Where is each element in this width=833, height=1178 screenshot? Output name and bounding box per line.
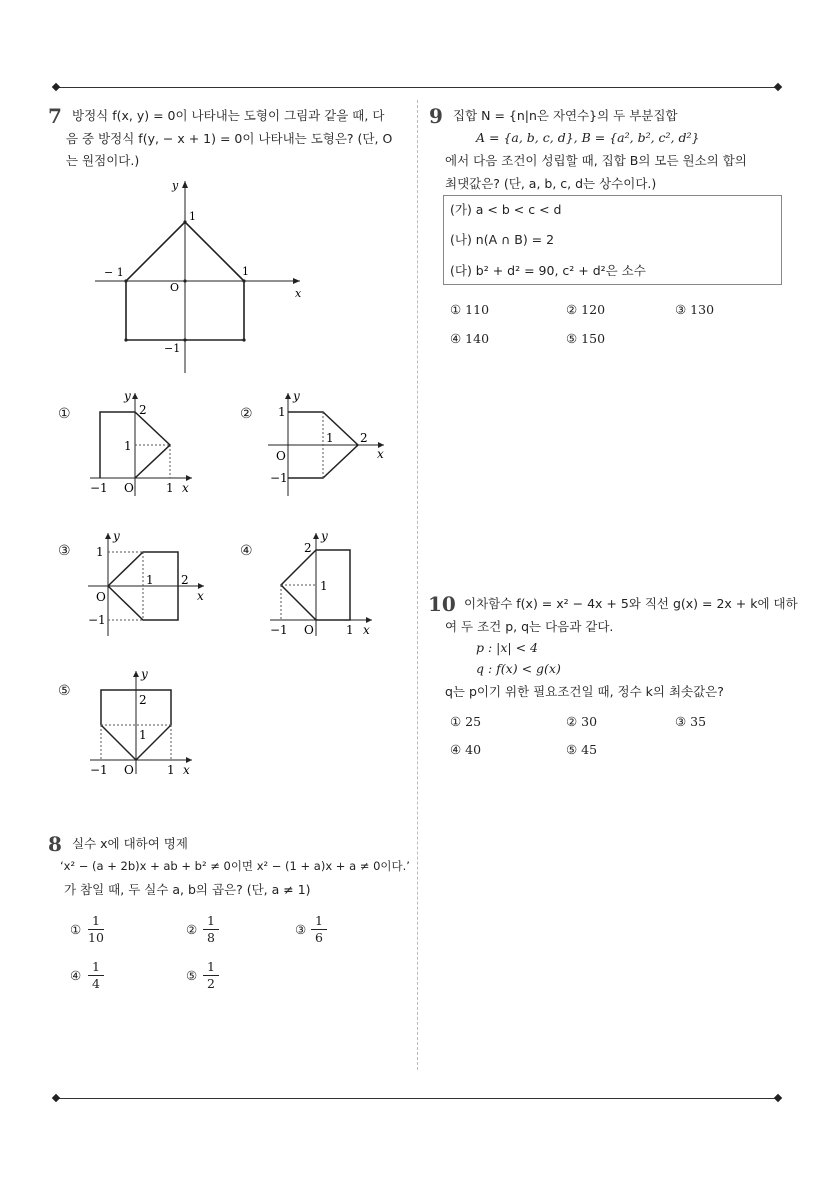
bottom-rule-right-dot (774, 1094, 782, 1102)
q10-choice2[interactable]: ② 30 (566, 714, 598, 729)
c3-tick-x1: 1 (146, 573, 154, 587)
c2-axis-x: x (377, 447, 384, 461)
top-rule-left-dot (52, 83, 60, 91)
main-tick-y-top: 1 (189, 210, 196, 223)
main-origin-label: O (170, 281, 180, 294)
q7-choice5-label[interactable]: ⑤ (58, 683, 71, 699)
q8-choice5-label[interactable]: ⑤ (186, 968, 198, 983)
c5-tick-xm1: −1 (90, 763, 108, 777)
c4-tick-x1: 1 (346, 623, 354, 637)
q9-choice5[interactable]: ⑤ 150 (566, 331, 606, 346)
q8-text-line1: 실수 x에 대하여 명제 (72, 836, 188, 851)
c2-origin: O (276, 449, 286, 463)
q8-choice1-value[interactable]: $\frac{1}{10}$ (88, 913, 104, 945)
q10-condition-q: q : f(x) < g(x) (476, 661, 561, 676)
c4-origin: O (304, 623, 314, 637)
q8-choice2-label[interactable]: ② (186, 922, 198, 937)
c2-axis-y: y (293, 389, 300, 403)
c4-tick-xm1: −1 (270, 623, 288, 637)
q8-choice4-value[interactable]: $\frac{1}{4}$ (88, 960, 104, 991)
column-divider (417, 100, 418, 1070)
q9-choice3[interactable]: ③ 130 (675, 302, 715, 317)
q7-choice4-graph[interactable] (264, 528, 379, 640)
q9-text-line4: 최댓값은? (단, a, b, c, d는 상수이다.) (445, 176, 657, 191)
q9-condition-da: (다) b² + d² = 90, c² + d²은 소수 (450, 263, 646, 278)
main-axis-y-label: y (172, 179, 179, 192)
q9-text-line1: 집합 N = {n|n은 자연수}의 두 부분집합 (453, 108, 678, 123)
q8-number: 8 (48, 832, 62, 856)
q9-text-line2: A = {a, b, c, d}, B = {a², b², c², d²} (476, 130, 700, 145)
main-axis-x-label: x (295, 287, 302, 300)
main-tick-x-left: − 1 (104, 266, 124, 279)
q7-main-graph (90, 175, 310, 380)
q8-choice1-label[interactable]: ① (70, 922, 82, 937)
c5-axis-x: x (183, 763, 190, 777)
q7-choice3-graph[interactable] (84, 528, 209, 640)
q10-text-line2: 여 두 조건 p, q는 다음과 같다. (445, 619, 614, 634)
q7-choice4-label[interactable]: ④ (240, 543, 253, 559)
c4-tick-y2: 2 (304, 541, 312, 555)
q10-condition-p: p : |x| < 4 (476, 640, 539, 655)
q7-choice5-graph[interactable] (84, 666, 199, 778)
c2-tick-x1: 1 (326, 431, 334, 445)
c5-tick-y2: 2 (139, 693, 147, 707)
c5-axis-y: y (141, 667, 148, 681)
c3-axis-x: x (197, 589, 204, 603)
c3-tick-ym1: −1 (88, 613, 106, 627)
q9-condition-na: (나) n(A ∩ B) = 2 (450, 232, 555, 247)
q7-text-line1: 방정식 f(x, y) = 0이 나타내는 도형이 그림과 같을 때, 다 (72, 108, 385, 123)
q9-choice1[interactable]: ① 110 (450, 302, 490, 317)
top-rule (55, 87, 780, 88)
q8-choice5-value[interactable]: $\frac{1}{2}$ (203, 960, 219, 991)
c3-tick-y1: 1 (96, 545, 104, 559)
c1-tick-x1: 1 (166, 481, 174, 495)
q7-choice2-graph[interactable] (264, 388, 389, 500)
c4-axis-x: x (363, 623, 370, 637)
q7-choice1-graph[interactable] (84, 388, 199, 500)
q10-text-line5: q는 p이기 위한 필요조건일 때, 정수 k의 최솟값은? (445, 684, 724, 699)
c3-tick-x2: 2 (181, 573, 189, 587)
c2-tick-y1: 1 (278, 405, 286, 419)
q8-choice2-value[interactable]: $\frac{1}{8}$ (203, 914, 219, 945)
c2-tick-ym1: −1 (270, 471, 288, 485)
c1-origin: O (124, 481, 134, 495)
c2-tick-x2: 2 (360, 431, 368, 445)
q7-choice2-label[interactable]: ② (240, 406, 253, 422)
main-tick-x-right: 1 (242, 265, 249, 278)
q9-choice2[interactable]: ② 120 (566, 302, 606, 317)
c4-axis-y: y (321, 529, 328, 543)
c3-axis-y: y (113, 529, 120, 543)
c5-origin: O (124, 763, 134, 777)
q10-choice3[interactable]: ③ 35 (675, 714, 707, 729)
q10-text-line1: 이차함수 f(x) = x² − 4x + 5와 직선 g(x) = 2x + k에 대하 (464, 596, 798, 611)
q7-choice1-label[interactable]: ① (58, 406, 71, 422)
q9-number: 9 (429, 104, 443, 128)
c1-axis-y: y (124, 389, 131, 403)
main-tick-y-bottom: −1 (164, 342, 181, 355)
c4-tick-y1: 1 (320, 579, 328, 593)
bottom-rule-left-dot (52, 1094, 60, 1102)
q8-choice3-label[interactable]: ③ (295, 922, 307, 937)
q9-choice4[interactable]: ④ 140 (450, 331, 490, 346)
q7-choice3-label[interactable]: ③ (58, 543, 71, 559)
q7-text-line3: 는 원점이다.) (66, 153, 140, 168)
q10-choice1[interactable]: ① 25 (450, 714, 482, 729)
q8-text-line2: ‘x² − (a + 2b)x + ab + b² ≠ 0이면 x² − (1 + a)x + a ≠ 0이다.’ (60, 859, 410, 873)
top-rule-right-dot (774, 83, 782, 91)
q9-text-line3: 에서 다음 조건이 성립할 때, 집합 B의 모든 원소의 합의 (445, 153, 747, 168)
q7-number: 7 (48, 104, 62, 128)
c1-tick-2: 2 (139, 403, 147, 417)
c3-origin: O (96, 590, 106, 604)
c5-tick-x1: 1 (167, 763, 175, 777)
q9-condition-ga: (가) a < b < c < d (450, 202, 562, 217)
c1-tick-1: 1 (124, 439, 132, 453)
q10-number: 10 (428, 592, 456, 616)
bottom-rule (55, 1098, 780, 1099)
c5-tick-y1: 1 (139, 728, 147, 742)
q8-choice4-label[interactable]: ④ (70, 968, 82, 983)
q10-choice5[interactable]: ⑤ 45 (566, 742, 598, 757)
q8-choice3-value[interactable]: $\frac{1}{6}$ (311, 914, 327, 945)
q8-text-line3: 가 참일 때, 두 실수 a, b의 곱은? (단, a ≠ 1) (64, 882, 311, 897)
c1-tick-m1: −1 (90, 481, 108, 495)
c1-axis-x: x (182, 481, 189, 495)
q10-choice4[interactable]: ④ 40 (450, 742, 482, 757)
q7-text-line2: 음 중 방정식 f(y, − x + 1) = 0이 나타내는 도형은? (단, O (66, 131, 393, 146)
